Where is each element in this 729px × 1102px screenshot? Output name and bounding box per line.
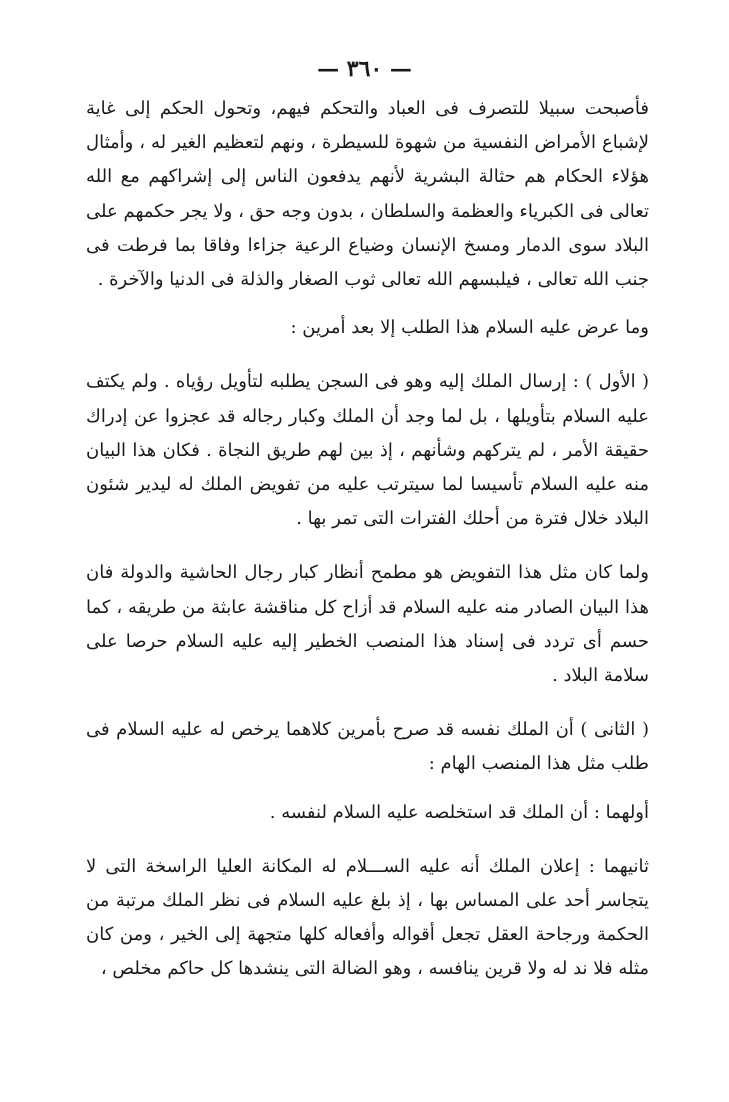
paragraph-3: ( الأول ) : إرسال الملك إليه وهو فى السجن يطلبه لتأويل رؤياه . ولم يكتف عليه السلام بتأويلها ، بل لما وجد أن الملك وكبار رجاله قد عجزوا عن إدراك حقيقة الأمر ، لم يتركهم وشأنهم ، إذ بين لهم طريق النجاة . فكان هذا البيان منه عليه السلام تأسيسا لما سيترتب عليه من تفويض الملك له ليدير شئون البلاد خلال فترة من أحلك الفترات التى تمر بها . <box>86 371 649 530</box>
paragraph-1: فأصبحت سبيلا للتصرف فى العباد والتحكم فيهم، وتحول الحكم إلى غاية لإشباع الأمراض النفسية من شهوة للسيطرة ، ونهم لتعظيم الغير له ، وأمثال هؤلاء الحكام هم حثالة البشرية لأنهم يدفعون الناس إلى إشراكهم مع الله تعالى فى الكبرياء والعظمة والسلطان ، بدون وجه حق ، ولا يجر حكمهم على البلاد سوى الدمار ومسخ الإنسان وضياع الرعية جزاءا وفاقا بما فرطت فى جنب الله تعالى ، فيلبسهم الله تعالى ثوب الصغار والذلة فى الدنيا والآخرة . <box>86 98 649 291</box>
page-body <box>86 92 649 987</box>
paragraph-5: ( الثانى ) أن الملك نفسه قد صرح بأمرين كلاهما يرخص له عليه السلام فى طلب مثل هذا المنصب الهام : <box>86 719 649 775</box>
paragraph-4: ولما كان مثل هذا التفويض هو مطمح أنظار كبار رجال الحاشية والدولة فان هذا البيان الصادر منه عليه السلام قد أزاح كل مناقشة عابثة من طريقه ، كما حسم أى تردد فى إسناد هذا المنصب الخطير إليه عليه السلام حرصا على سلامة البلاد . <box>86 562 649 687</box>
paragraph-7: ثانيهما : إعلان الملك أنه عليه الســـلام له المكانة العليا الراسخة التى لا يتجاسر أحد على المساس بها ، إذ بلغ عليه السلام فى نظر الملك مرتبة من الحكمة ورجاحة العقل تجعل أقواله وأفعاله كلها متجهة إلى الخير ، ومن كان مثله فلا ند له ولا قرين ينافسه ، وهو الضالة التى ينشدها كل حاكم مخلص ، <box>86 855 649 980</box>
paragraph-2: وما عرض عليه السلام هذا الطلب إلا بعد أمرين : <box>290 317 649 339</box>
paragraph-6: أولهما : أن الملك قد استخلصه عليه السلام لنفسه . <box>269 801 649 823</box>
page-number: — ٣٦٠ — <box>317 56 412 82</box>
